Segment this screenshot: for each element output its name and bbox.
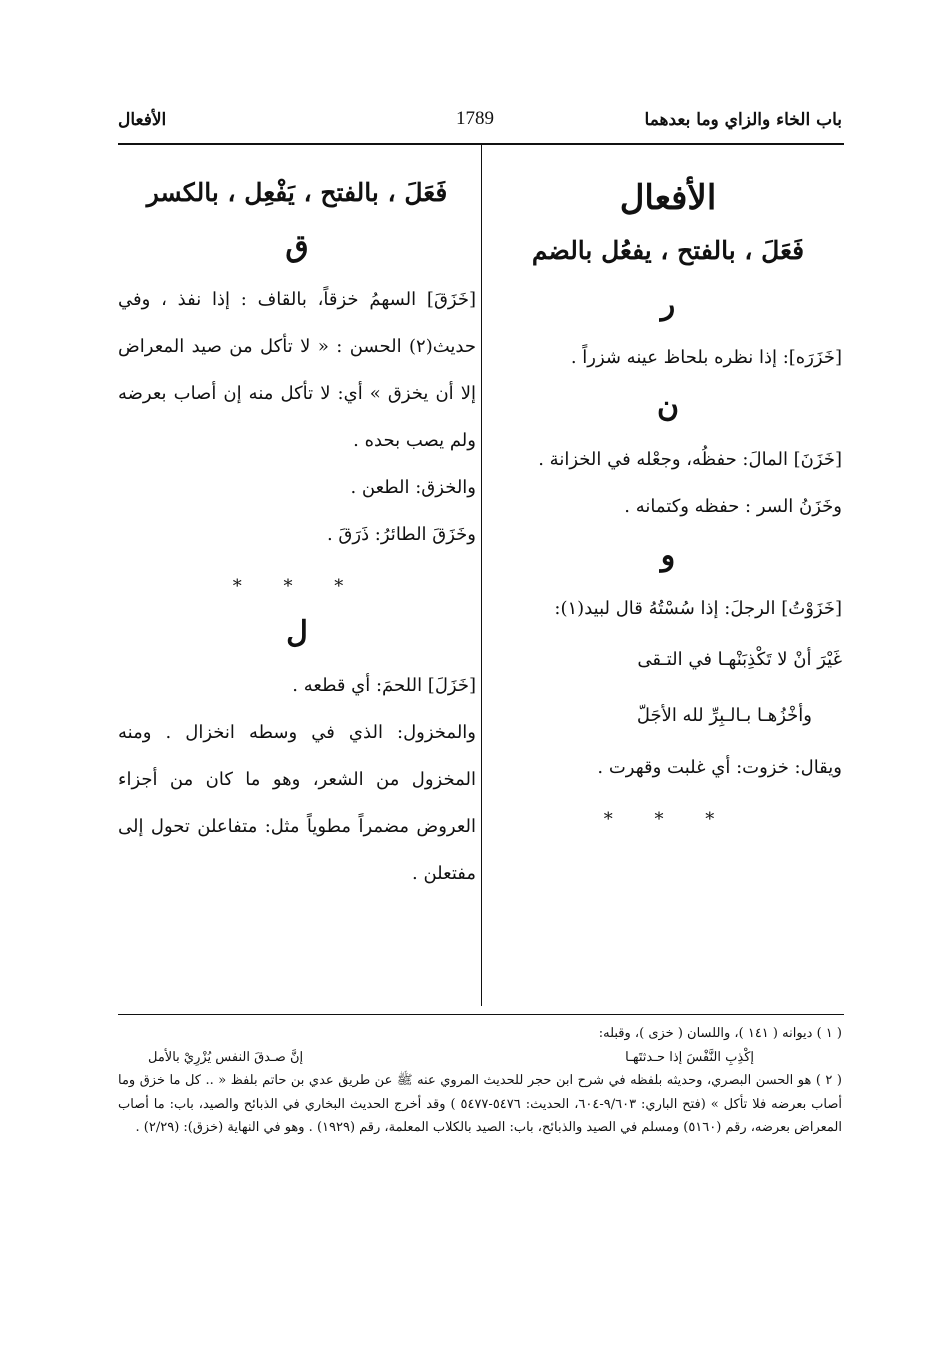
verb-pattern-heading-2: فَعَلَ ، بالفتح ، يَفْعِل ، بالكسر: [146, 178, 448, 207]
footnote-2: ( ٢ ) هو الحسن البصري، وحديثه بلفظه في شرح ابن حجر للحديث المروي عنه ﷺ عن طريق عدي بن حاتم بلفظ « .. كل ما خزق وما أصاب بعرضه فلا تأكل » (فتح الباري: ٩/٦٠٣-٦٠٤، الحديث: ٥٤٧٦-٥٤٧٧ ) وقد أخرج الحديث البخاري في الذبائح والصيد، باب: ما أصاب المعراض بعرضه، رقم (٥١٦٠) ومسلم في الصيد والذبائح، باب: الصيد بالكلاب المعلمة، رقم (١٩٢٩) . وهو في النهاية (خزق): (٢/٢٩) .: [118, 1073, 843, 1135]
left-column: [118, 178, 476, 897]
entry-khazn-sirr: وخَزَنُ السر : حفظه وكتمانه .: [624, 496, 842, 517]
entry-khazaqa-bird: وخَزَقَ الطائرُ: ذَرَقَ .: [326, 524, 476, 545]
section-title: الأفعال: [619, 178, 717, 218]
letter-heading-r: ر: [660, 287, 676, 322]
entry-khazawt-meaning: ويقال: خزوت: أي غلبت وقهرت .: [597, 757, 842, 778]
letter-heading-q: ق: [285, 229, 309, 264]
entry-khazala: [خَزَلَ] اللحمَ: أي قطعه .: [292, 675, 476, 696]
section-separator-2: * * *: [232, 576, 362, 597]
letter-heading-l: ل: [286, 615, 308, 650]
chapter-title: باب الخاء والزاي وما بعدهما: [644, 110, 842, 130]
running-header: [118, 110, 842, 142]
entry-khazarah: [خَزَرَه]: إذا نظره بلحاظ عينه شزراً .: [570, 347, 842, 368]
footnote-1: ( ١ ) ديوانه ( ١٤١ )، واللسان ( خزى )، وقبله:: [598, 1026, 842, 1041]
verse-line-1: غَيْرَ أنْ لا تَكْذِبَنْهـا في التـقى: [637, 649, 842, 670]
letter-heading-w: و: [660, 538, 676, 573]
footnote-rule: [118, 1014, 844, 1015]
footnotes: [118, 1022, 842, 1140]
page-number: 1789: [456, 108, 494, 129]
column-divider: [481, 145, 482, 1006]
verse-line-2: وأخْزُهـا بـالـبِرِّ لله الأجَلّ: [636, 705, 812, 726]
footnote-verse-hemistich-1: إكْذِبِ النَّفْسَ إذا حـدثتَهـا: [625, 1049, 754, 1065]
right-column: [494, 178, 842, 848]
entry-khazq-tan: والخزق: الطعن .: [350, 477, 476, 498]
poetry-verse: [494, 632, 842, 744]
section-separator: * * *: [603, 809, 733, 830]
verb-pattern-heading: فَعَلَ ، بالفتح ، يفعُل بالضم: [531, 236, 805, 265]
entry-khazaqa: [خَزَقَ] السهمُ خزقاً، بالقاف : إذا نفذ ، وفي حديث(٢) الحسن : « لا تأكل من صيد المعراض إلا أن يخزق » أي: لا تأكل منه إن أصاب بعرضه ولم يصب بحده .: [118, 289, 476, 451]
letter-heading-n: ن: [656, 389, 680, 424]
entry-khazawtu: [خَزَوْتُ] الرجلَ: إذا سُسْتُهُ قال لبيد(١):: [554, 598, 842, 619]
footnote-1-verse: [118, 1046, 842, 1070]
section-label: الأفعال: [118, 110, 167, 130]
entry-makhzul: والمخزول: الذي في وسطه انخزال . ومنه المخزول من الشعر، وهو ما كان من أجزاء العروض مضمراً مطوياً مثل: متفاعلن تحول إلى مفتعلن .: [118, 722, 476, 884]
entry-khazana: [خَزَنَ] المالَ: حفظُه، وجعْله في الخزانة .: [538, 449, 842, 470]
footnote-verse-hemistich-2: إنَّ صـدقَ النفس يُزْرِيْ بالأمل: [148, 1049, 304, 1065]
